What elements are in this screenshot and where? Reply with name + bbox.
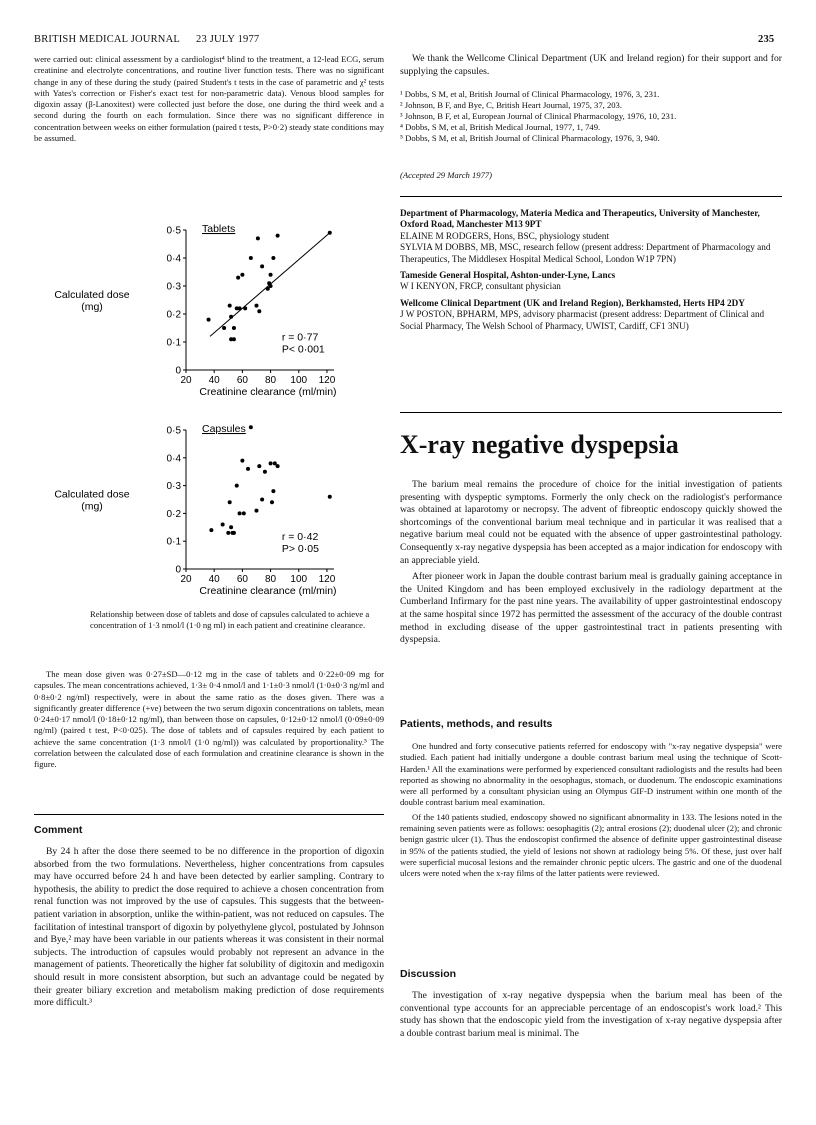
figure	[34, 212, 384, 612]
data-point	[229, 525, 233, 529]
data-point	[260, 264, 264, 268]
y-tick-label: 0·3	[166, 481, 181, 493]
methods-p2: Of the 140 patients studied, endoscopy showed no significant abnormality in 133. The lesions noted in the remaining seven patients were as follows: oesophagitis (2); antral erosions (2); duodenal ulcer (2); and chronic benign gastric ulcer (1). Thus the endoscopist confirmed the absence of definite upper gastrointestinal disease in 95% of the patients studied, the yield of lesions not shown at radiology being 5%. Of these, just over half were superficial mucosal lesions and the remainder chronic peptic ulcers. The gastric and one of the duodenal ulcers were noted when the x-ray films of the latter patients were reviewed.	[400, 811, 782, 879]
data-point	[249, 256, 253, 260]
capsules-chart	[54, 423, 336, 597]
data-point	[242, 511, 246, 515]
journal-name: BRITISH MEDICAL JOURNAL	[34, 34, 180, 45]
reference-item: ² Johnson, B F, and Bye, C, British Heart Journal, 1975, 37, 203.	[400, 100, 622, 110]
stat-annotation: P> 0·05	[281, 542, 319, 555]
data-point	[271, 489, 275, 493]
y-tick-label: 0·5	[166, 225, 181, 237]
stat-annotation: P< 0·001	[281, 343, 325, 356]
article-intro-p1: The barium meal remains the procedure of choice for the initial investigation of patients presenting with dyspeptic symptoms. Formerly the only check on the radiologist's performance was obtained at laparotomy or necropsy. The advent of fibreoptic endoscopy quickly showed the shortcomings of the conventional barium meal technique and in particular it was realised that a negative barium meal could not be equated with the absence of upper gastrointestinal pathology. Consequently x-ray negative dyspepsia has been accepted as a major indication for endoscopy with an appreciable yield.	[400, 479, 782, 566]
y-tick-label: 0·2	[166, 508, 181, 520]
data-point	[256, 236, 260, 240]
author-dobbs: SYLVIA M DOBBS, MB, MSC, research fellow (present address: Department of Pharmacology and Therapeutics, The Middlesex Hospital Medical School, London W1P 7PN)	[400, 242, 771, 264]
y-tick-label: 0	[175, 365, 181, 377]
y-tick-label: 0·2	[166, 309, 181, 321]
reference-item: ¹ Dobbs, S M, et al, British Journal of Clinical Pharmacology, 1976, 3, 231.	[400, 89, 660, 99]
comment-rule	[34, 814, 384, 815]
data-point	[270, 500, 274, 504]
data-point	[240, 459, 244, 463]
data-point	[238, 306, 242, 310]
author-rodgers: ELAINE M RODGERS, Hons, BSC, physiology student	[400, 230, 610, 241]
chart-title: Capsules	[202, 423, 246, 435]
data-point	[269, 461, 273, 465]
affiliation-dept-manchester: Department of Pharmacology, Materia Medica and Therapeutics, University of Manchester, Oxford Road, Manchester M13 9PT	[400, 208, 760, 230]
y-axis-label: Calculated dose	[54, 289, 130, 301]
data-point	[263, 470, 267, 474]
data-point	[228, 304, 232, 308]
discussion-heading: Discussion	[400, 968, 457, 980]
references-list	[400, 89, 782, 144]
data-point	[209, 528, 213, 532]
data-point	[257, 464, 261, 468]
article-rule	[400, 412, 782, 413]
x-tick-label: 60	[236, 375, 248, 386]
page-number: 235	[758, 34, 775, 45]
data-point	[222, 326, 226, 330]
data-point	[232, 326, 236, 330]
discussion-body	[400, 990, 782, 1040]
data-point	[260, 498, 264, 502]
x-tick-label: 100	[290, 574, 308, 585]
data-point	[257, 309, 261, 313]
affiliations-rule	[400, 196, 782, 197]
x-tick-label: 40	[208, 375, 220, 386]
reference-item: ⁵ Dobbs, S M, et al, British Journal of Clinical Pharmacology, 1976, 3, 940.	[400, 133, 660, 143]
chart-title: Tablets	[202, 223, 236, 235]
data-point	[235, 484, 239, 488]
x-tick-label: 20	[180, 574, 192, 585]
y-tick-label: 0·1	[166, 337, 181, 349]
left-intro-paragraph: were carried out: clinical assessment by a cardiologist⁴ blind to the treatment, a 12-lead ECG, serum creatinine and electrolyte concentrations, and routine liver function tests. There was no significant change in any of these during the study (paired Student's t tests in the case of parametric and χ² tests with Yates's correction or Fisher's exact test for non-parametric data). Venous blood samples for digoxin assay (β-Lanoxitest) were collected just before the dose, one during the third week and a second during the fourth on each formulation. Since there was no significant difference in concentration between weeks on either formulation (paired t tests, P>0·2) steady state conditions may be assumed.	[34, 54, 384, 144]
tablets-chart	[54, 223, 336, 398]
x-tick-label: 120	[318, 574, 336, 585]
data-point	[269, 284, 273, 288]
data-point	[271, 256, 275, 260]
data-point	[229, 315, 233, 319]
data-point	[328, 231, 332, 235]
data-point	[228, 500, 232, 504]
data-point	[328, 495, 332, 499]
x-tick-label: 80	[265, 375, 277, 386]
methods-p1: One hundred and forty consecutive patients referred for endoscopy with "x-ray negative dyspepsia" were studied. Each patient had initially undergone a double contrast barium meal using the technique of Scott-Harden.¹ All the examinations were performed by experienced consultant radiologists and the results had been reported as showing no abnormality in the oesophagus, stomach, or duodenum. The endoscopic examinations were all performed by a consultant physician using an Olympus GIF-D instrument within one month of the double contrast barium meal examination.	[400, 741, 782, 808]
accepted-date: (Accepted 29 March 1977)	[400, 170, 493, 180]
reference-item: ⁴ Dobbs, S M, et al, British Medical Journal, 1977, 1, 749.	[400, 122, 601, 132]
data-point	[207, 318, 211, 322]
reference-item: ³ Johnson, B F, et al, European Journal of Clinical Pharmacology, 1976, 10, 231.	[400, 111, 677, 121]
figure-svg	[34, 212, 384, 612]
article-intro	[400, 479, 782, 647]
data-point	[254, 304, 258, 308]
article-intro-p2: After pioneer work in Japan the double contrast barium meal is gradually gaining acceptance in the United Kingdom and has been employed exclusively in the radiology department at the Cumberland Infirmary for the past nine years. The availability of upper gastrointestinal endoscopy at the same hospital since 1972 has permitted the assessment of the accuracy of the double contrast method in excluding disease of the upper gastrointestinal tract in patients presenting with dyspepsia.	[400, 571, 782, 646]
data-point	[232, 531, 236, 535]
x-tick-label: 40	[208, 574, 220, 585]
data-point	[269, 273, 273, 277]
data-point	[254, 509, 258, 513]
methods-heading: Patients, methods, and results	[400, 718, 553, 730]
x-axis-label: Creatinine clearance (ml/min)	[199, 386, 337, 398]
figure-caption: Relationship between dose of tablets and dose of capsules calculated to achieve a concentration of 1·3 nmol/l (1·0 ng ml) in each patient and creatinine clearance.	[90, 609, 370, 630]
article-title: X-ray negative dyspepsia	[400, 430, 679, 459]
comment-body	[34, 846, 384, 1010]
x-tick-label: 20	[180, 375, 192, 386]
author-poston: J W POSTON, BPHARM, MPS, advisory pharmacist (present address: Department of Clinical and Social Pharmacy, The Welsh School of Pharmacy, UWIST, Cardiff, CF1 3NU)	[400, 309, 765, 331]
data-point	[249, 425, 253, 429]
data-point	[243, 306, 247, 310]
data-point	[276, 464, 280, 468]
results-paragraph	[34, 669, 384, 771]
y-tick-label: 0·3	[166, 281, 181, 293]
acknowledgement	[400, 53, 782, 78]
acknowledgement-text: We thank the Wellcome Clinical Department (UK and Ireland region) for their support and for supplying the capsules.	[400, 53, 782, 77]
data-point	[246, 467, 250, 471]
x-tick-label: 120	[318, 375, 336, 386]
data-point	[236, 276, 240, 280]
affiliation-dept-wellcome: Wellcome Clinical Department (UK and Ireland Region), Berkhamsted, Herts HP4 2DY	[400, 297, 745, 308]
y-tick-label: 0·1	[166, 536, 181, 548]
comment-heading: Comment	[34, 824, 83, 836]
x-axis-label: Creatinine clearance (ml/min)	[199, 585, 337, 597]
stat-annotation: r = 0·77	[281, 331, 319, 344]
y-tick-label: 0·4	[166, 453, 181, 465]
data-point	[226, 531, 230, 535]
x-tick-label: 60	[236, 574, 248, 585]
discussion-text: The investigation of x-ray negative dyspepsia when the barium meal has been of the conventional type accounts for an appreciable percentage of an endoscopist's work load.² This study has shown that the endoscopic yield from the investigation of x-ray negative dyspepsia after a double contrast barium meal is minimal. The	[400, 990, 782, 1039]
issue-date: 23 JULY 1977	[196, 34, 260, 45]
x-tick-label: 100	[290, 375, 308, 386]
y-axis-label-unit: (mg)	[81, 500, 103, 513]
data-point	[240, 273, 244, 277]
methods-body	[400, 741, 782, 880]
data-point	[276, 234, 280, 238]
y-tick-label: 0·5	[166, 425, 181, 437]
affiliation-dept-tameside: Tameside General Hospital, Ashton-under-Lyne, Lancs	[400, 270, 616, 281]
x-tick-label: 80	[265, 574, 277, 585]
affiliations	[400, 208, 782, 332]
data-point	[238, 511, 242, 515]
data-point	[221, 523, 225, 527]
y-tick-label: 0	[175, 564, 181, 576]
data-point	[232, 337, 236, 341]
y-tick-label: 0·4	[166, 253, 181, 265]
stat-annotation: r = 0·42	[281, 530, 319, 543]
y-axis-label-unit: (mg)	[81, 301, 103, 313]
author-kenyon: W I KENYON, FRCP, consultant physician	[400, 281, 561, 292]
comment-text: By 24 h after the dose there seemed to be no difference in the proportion of digoxin absorbed from the two formulations. Nevertheless, higher concentrations from capsules may have occurred before 24 h and have been detected by earlier sampling. Contrary to hypothesis, the ability to predict the dose required to achieve a chosen concentration from renal function was not improved by the use of capsules. This suggests that the between-patient variation in absorption, unlike the within-patient, was not reduced on capsules. The facilitation of intestinal transport of digoxin by polyethylene glycol, postulated by Johnson and Bye,² may have been variable in our patients whereas it was consistent in their normal subjects. The introduction of capsules would probably not represent an advance in the management of patients. Theoretically the higher fat solubility of digitoxin and medigoxin should result in more consistent absorption, but such an advantage could be negated by their greater biliary excretion and metabolism making prediction of dose requirements more difficult.³	[34, 846, 384, 1009]
y-axis-label: Calculated dose	[54, 488, 130, 501]
results-text: The mean dose given was 0·27±SD—0·12 mg in the case of tablets and 0·22±0·09 mg for capsules. The mean concentrations achieved, 1·3± 0·4 nmol/l and 1·1±0·3 nmol/l (1·0±0·3 ng/ml and 0·8±0·2 ng/ml) respectively, were in about the same ratio as the doses given. There was a significantly greater difference (+ve) between the two serum digoxin concentrations on tablets, mean 0·24±0·17 nmol/l (0·18±0·12 ng/ml), than between those on capsules, 0·12±0·12 nmol/l (0·09±0·09 ng/ml) (paired t test, P<0·025). The dose of tablets and of capsules required by each patient to achieve the same concentration (1·3 nmol/l (1·0 ng/ml)) was calculated by proportionality.⁵ The correlation between the calculated dose of each formulation and creatinine clearance is shown in the figure.	[34, 669, 384, 770]
